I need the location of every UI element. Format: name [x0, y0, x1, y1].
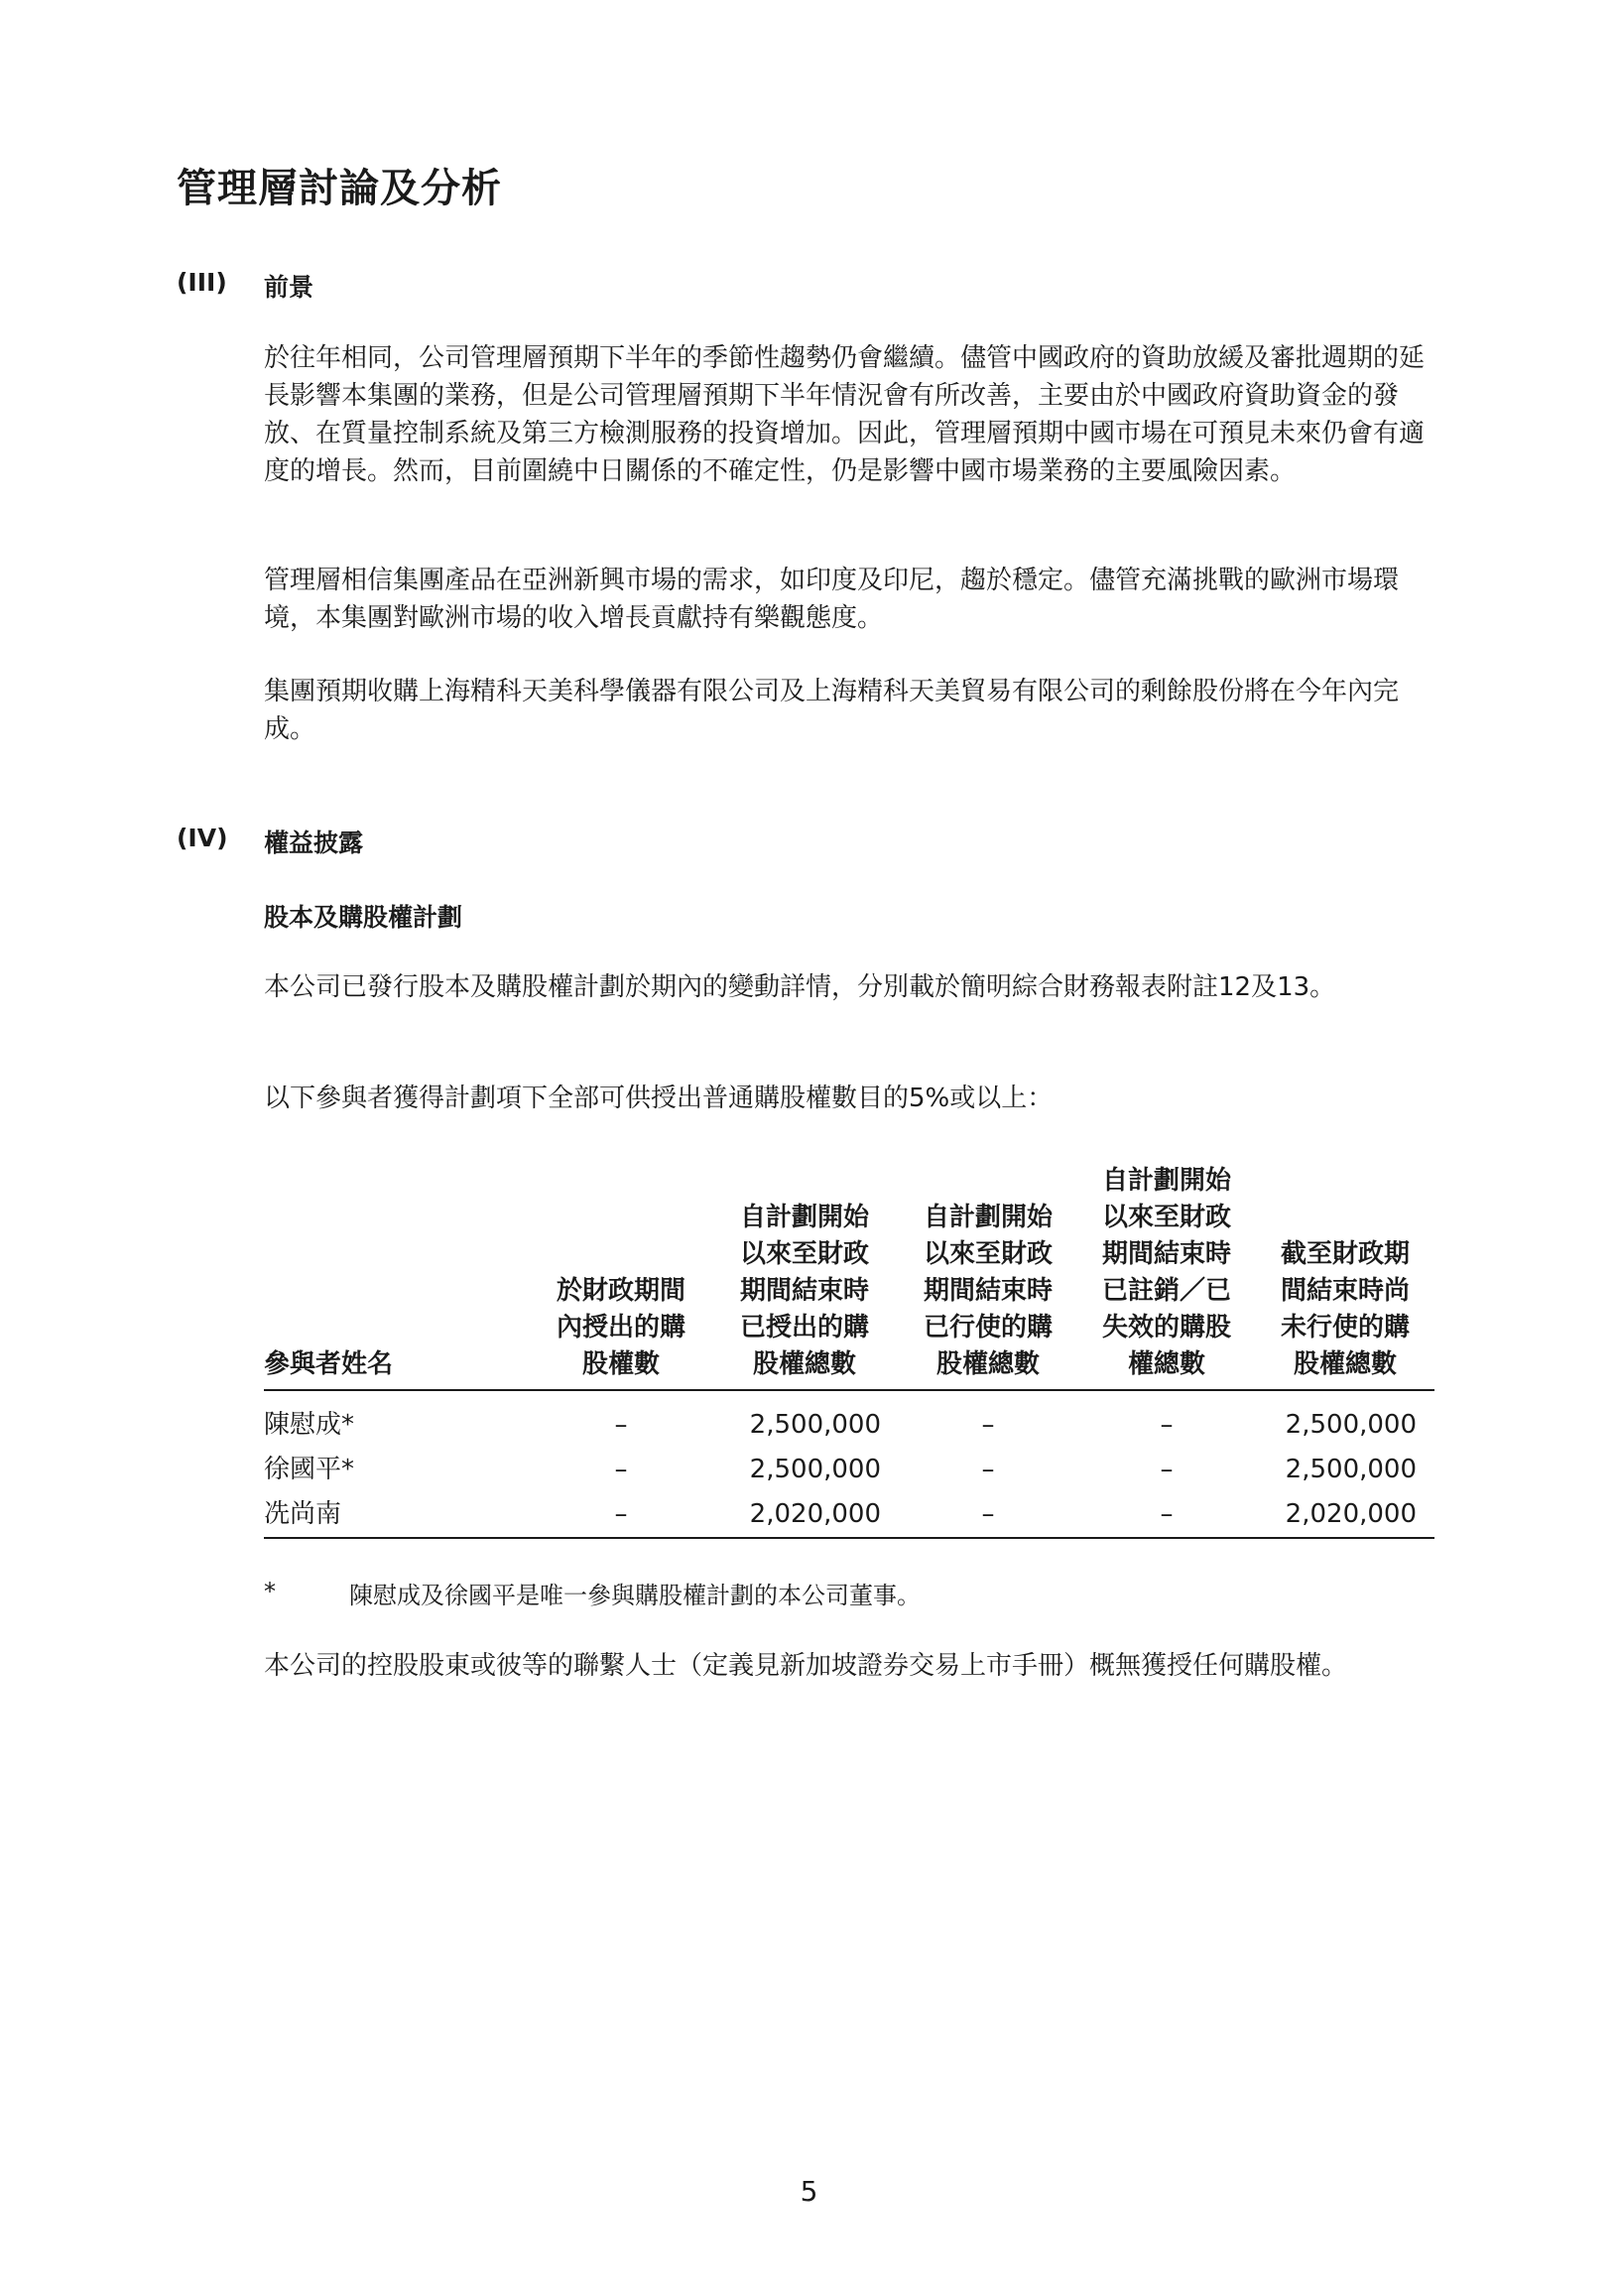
granted-total-value: 2,500,000: [749, 1410, 881, 1440]
section-4-paragraph-1: 本公司已發行股本及購股權計劃於期內的變動詳情，分別載於簡明綜合財務報表附註12及13。: [264, 972, 1336, 1002]
page-title: 管理層討論及分析: [177, 166, 502, 211]
table-row: [264, 1403, 1434, 1448]
header-participant-name: 參與者姓名: [264, 1163, 532, 1390]
header-exercised-total: 自計劃開始 以來至財政 期間結束時 已行使的購 股權總數: [899, 1163, 1077, 1390]
closing-paragraph: 本公司的控股股東或彼等的聯繫人士（定義見新加坡證券交易上市手冊）概無獲授任何購股權。: [264, 1651, 1348, 1681]
footnote-text: 陳慰成及徐國平是唯一參與購股權計劃的本公司董事。: [349, 1582, 921, 1609]
page-number: 5: [800, 2175, 818, 2208]
exercised-total-value: –: [981, 1455, 995, 1484]
participant-name: 冼尚南: [264, 1492, 532, 1538]
header-granted-total: 自計劃開始 以來至財政 期間結束時 已授出的購 股權總數: [710, 1163, 899, 1390]
section-3-title: 前景: [264, 273, 314, 302]
share-option-subheading: 股本及購股權計劃: [264, 903, 463, 932]
section-3-paragraph-2: 管理層相信集團產品在亞洲新興市場的需求，如印度及印尼，趨於穩定。儘管充滿挑戰的歐洲市場環境，本集團對歐洲市場的收入增長貢獻持有樂觀態度。: [264, 566, 1400, 633]
cancelled-total-value: –: [1160, 1410, 1174, 1440]
granted-period-value: –: [614, 1455, 628, 1484]
outstanding-total-value: 2,020,000: [1256, 1492, 1434, 1538]
table-row: [264, 1492, 1434, 1538]
table-row: [264, 1448, 1434, 1492]
exercised-total-value: –: [981, 1410, 995, 1440]
share-option-table: [264, 1163, 1434, 1539]
footnote-mark: *: [264, 1578, 276, 1605]
section-4-title: 權益披露: [264, 829, 364, 857]
header-granted-period: 於財政期間 內授出的購 股權數: [532, 1163, 710, 1390]
granted-total-value: 2,020,000: [710, 1492, 899, 1538]
participant-name: 陳慰成*: [264, 1410, 355, 1440]
table-header-row: [264, 1163, 1434, 1390]
exercised-total-value: –: [899, 1492, 1077, 1538]
section-4-paragraph-2: 以下參與者獲得計劃項下全部可供授出普通購股權數目的5%或以上：: [264, 1084, 1054, 1113]
granted-period-value: –: [614, 1410, 628, 1440]
cancelled-total-value: –: [1160, 1455, 1174, 1484]
header-outstanding-total: 截至財政期 間結束時尚 未行使的購 股權總數: [1256, 1163, 1434, 1390]
section-3-paragraph-3: 集團預期收購上海精科天美科學儀器有限公司及上海精科天美貿易有限公司的剩餘股份將在今年內完成。: [264, 677, 1400, 744]
outstanding-total-value: 2,500,000: [1285, 1455, 1417, 1484]
cancelled-total-value: –: [1077, 1492, 1256, 1538]
header-cancelled-lapsed-total: 自計劃開始 以來至財政 期間結束時 已註銷／已 失效的購股 權總數: [1077, 1163, 1256, 1390]
section-3-number: (III): [177, 268, 227, 297]
section-3-paragraph-1: 於往年相同，公司管理層預期下半年的季節性趨勢仍會繼續。儘管中國政府的資助放緩及審批週期的延長影響本集團的業務，但是公司管理層預期下半年情況會有所改善，主要由於中國政府資助資金的發放、在質量控制系統及第三方檢測服務的投資增加。因此，管理層預期中國市場在可預見未來仍會有適度的增長。然而，目前圍繞中日關係的不確定性，仍是影響中國市場業務的主要風險因素。: [264, 343, 1426, 486]
granted-period-value: –: [532, 1492, 710, 1538]
granted-total-value: 2,500,000: [749, 1455, 881, 1484]
section-4-number: (IV): [177, 824, 228, 852]
outstanding-total-value: 2,500,000: [1285, 1410, 1417, 1440]
participant-name: 徐國平*: [264, 1455, 355, 1484]
